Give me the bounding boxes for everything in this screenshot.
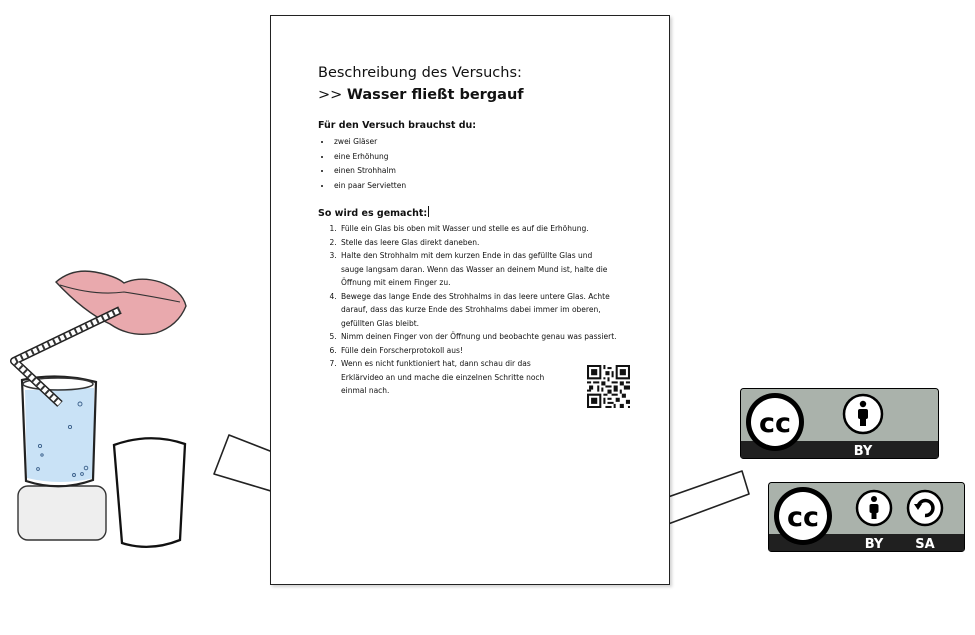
step-item: 6. Fülle dein Forscherprotokoll aus!: [339, 344, 617, 358]
attribution-person-icon: [857, 491, 891, 525]
lips: [56, 271, 186, 334]
cc-logo-icon: [746, 393, 804, 451]
title-text: Wasser fließt bergauf: [346, 87, 524, 103]
license-label-sa: SA: [915, 537, 935, 552]
materials-item: • zwei Gläser: [332, 135, 623, 150]
cc-by-badge: [740, 388, 939, 459]
document-intro: Beschreibung des Versuchs:: [318, 65, 522, 81]
attribution-person-icon: [844, 395, 882, 433]
step-item: 4. Bewege das lange Ende des Strohhalms in das leere untere Glas. Achte darauf, dass das kurze Ende des Strohhalms dabei immer im oberen, gefüllten Glas bleibt.: [339, 290, 617, 331]
document-page: [270, 15, 670, 585]
title-prefix: >>: [318, 87, 347, 103]
text-cursor: [428, 206, 429, 217]
step-item: 2. Stelle das leere Glas direkt daneben.: [339, 236, 617, 250]
materials-list: [318, 135, 623, 193]
materials-item: • einen Strohhalm: [332, 164, 623, 179]
materials-item: • ein paar Servietten: [332, 179, 623, 194]
arrow-to-document: [214, 435, 270, 521]
step-item: 5. Nimm deinen Finger von der Öffnung und beobachte genau was passiert.: [339, 330, 617, 344]
steps-heading: So wird es gemacht:: [318, 208, 428, 219]
steps-list: [318, 222, 617, 398]
share-alike-icon: [908, 491, 942, 525]
materials-item: • eine Erhöhung: [332, 150, 623, 165]
document-title: [318, 84, 623, 106]
license-label-by: BY: [864, 537, 884, 552]
empty-glass: [114, 438, 185, 547]
cc-by-sa-badge: [768, 482, 965, 552]
license-label-by: BY: [853, 444, 873, 459]
step-item: 1. Fülle ein Glas bis oben mit Wasser und stelle es auf die Erhöhung.: [339, 222, 617, 236]
document-content: [318, 62, 623, 398]
cc-logo-icon: [774, 487, 832, 545]
svg-text:cc: cc: [758, 408, 792, 439]
materials-heading: Für den Versuch brauchst du:: [318, 120, 477, 131]
step-item: 3. Halte den Strohhalm mit dem kurzen Ende in das gefüllte Glas und sauge langsam daran. Wenn das Wasser an deinem Mund ist, halte die Öffnung mit einem Finger zu.: [339, 249, 617, 290]
elevation-block: [18, 486, 106, 540]
experiment-illustration: [0, 0, 270, 635]
svg-text:cc: cc: [786, 502, 820, 533]
qr-code-icon: [587, 365, 630, 408]
steps-heading-row: [318, 206, 623, 219]
step-item: 7. Wenn es nicht funktioniert hat, dann schau dir das Erklärvideo an und mache die einzelnen Schritte noch einmal nach.: [339, 357, 569, 398]
